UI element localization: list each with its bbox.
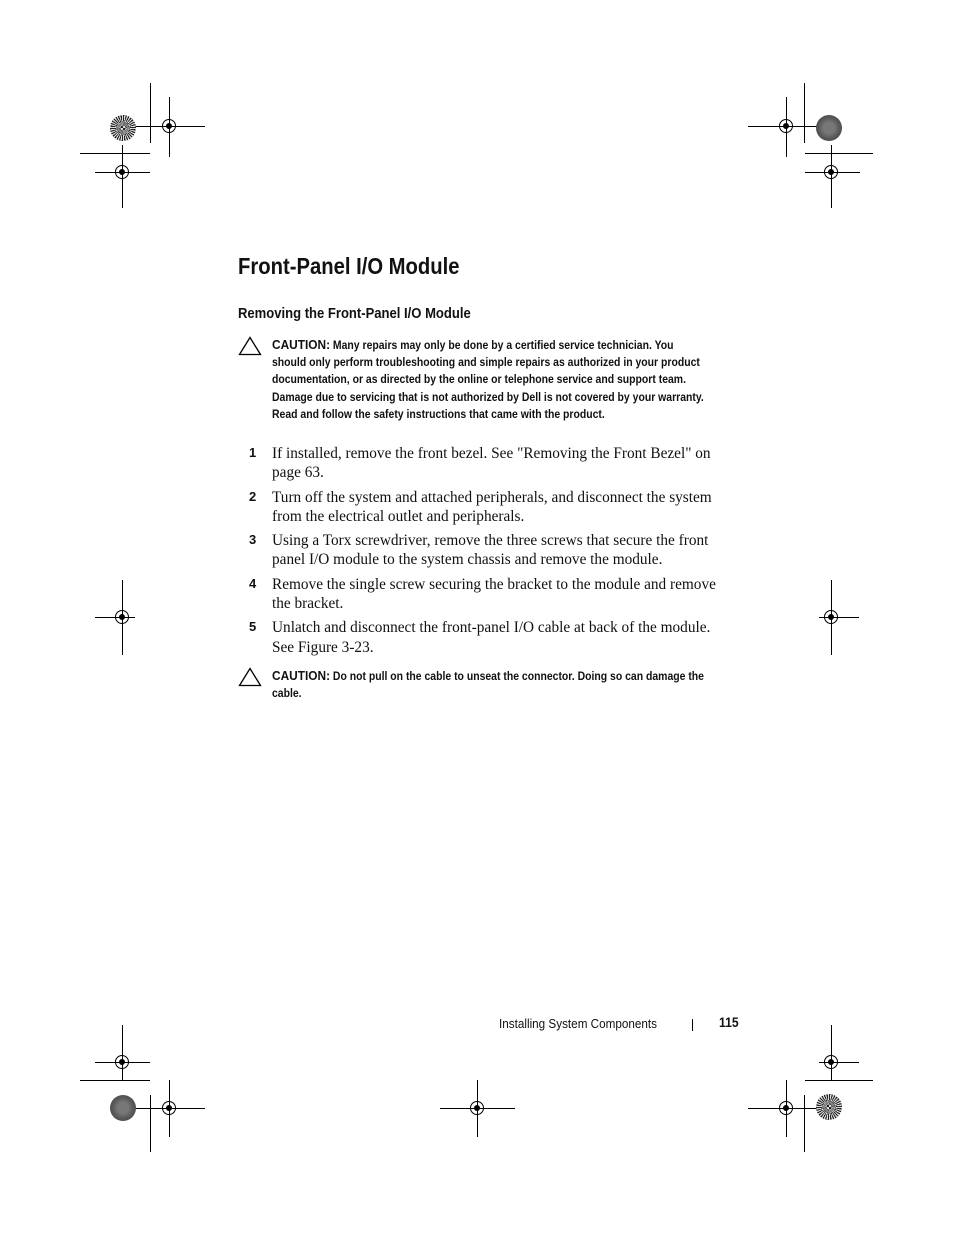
color-target-icon [816,1094,842,1120]
step-text: Turn off the system and attached peripherals, and disconnect the system from the electrical outlet and peripherals. [272,488,712,525]
list-item [238,531,738,570]
step-number: 5 [249,619,257,635]
caution-label: CAUTION: [272,337,331,352]
list-item [238,488,738,527]
step-text: If installed, remove the front bezel. See "Removing the Front Bezel" on page 63. [272,445,711,482]
step-number: 4 [249,575,257,591]
step-number: 1 [249,445,257,460]
caution-text: Many repairs may only be done by a certified service technician. You should only perform troubleshooting and simple repairs as authorized in your product documentation, or as directed by the online or telephone service and support team. Damage due to servicing that is not authorized by Dell is not covered by your warranty. Read and follow the safety instructions that came with the product. [272,339,704,421]
page-number: 115 [719,1015,739,1030]
step-number: 3 [249,532,257,548]
list-item [238,575,738,614]
caution-triangle-icon [238,336,262,356]
list-item [238,618,738,657]
step-number: 2 [249,488,257,504]
caution-triangle-icon [238,667,262,687]
color-target-icon [816,115,842,141]
steps-list [238,444,738,662]
footer-divider [692,1019,693,1031]
step-text: Using a Torx screwdriver, remove the three screws that secure the front panel I/O module to the system chassis and remove the module. [272,532,709,569]
footer-section-name: Installing System Components [499,1016,658,1031]
section-heading: Removing the Front-Panel I/O Module [238,306,471,322]
step-text: Unlatch and disconnect the front-panel I/O cable at back of the module. See Figure 3-23. [272,619,711,656]
page-title: Front-Panel I/O Module [238,253,460,279]
step-text: Remove the single screw securing the bracket to the module and remove the bracket. [272,575,716,613]
color-target-icon [110,1095,136,1121]
caution-text: Do not pull on the cable to unseat the connector. Doing so can damage the cable. [272,670,704,701]
list-item [238,444,738,483]
caution-label: CAUTION: [272,668,331,683]
color-target-icon [110,115,136,141]
